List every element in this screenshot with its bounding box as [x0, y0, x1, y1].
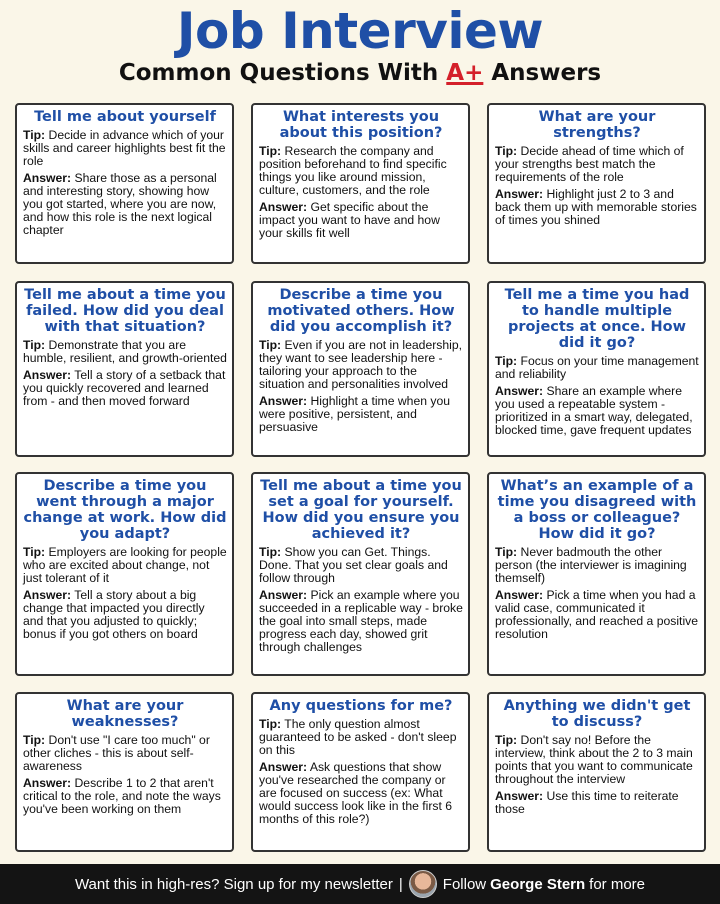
- question-card: [487, 281, 706, 457]
- question-card: [15, 281, 234, 457]
- tip-text: Tip: The only question almost guaranteed to be asked - don't sleep on this: [259, 717, 457, 757]
- question-heading: What are your weaknesses?: [66, 698, 184, 730]
- question-heading: Tell me a time you had to handle multiple projects at once. How did it go?: [504, 287, 690, 351]
- question-heading: Tell me about a time you set a goal for yourself. How did you ensure you achieved it?: [260, 478, 462, 542]
- answer-text: Answer: Share those as a personal and interesting story, showing how you got started, where you are now, and how this role is the next logical chapter: [23, 171, 217, 237]
- answer-text: Answer: Ask questions that show you've researched the company or are focused on success (ex: What would success look like in the first 6 months of this role?): [259, 760, 453, 826]
- question-heading: What interests you about this position?: [279, 109, 443, 141]
- footer-bar: [0, 864, 720, 904]
- question-card: [15, 472, 234, 676]
- question-heading: What are your strengths?: [538, 109, 656, 141]
- tip-text: Tip: Don't use "I care too much" or other cliches - this is about self-awareness: [23, 733, 210, 773]
- answer-text: Answer: Tell a story of a setback that you quickly recovered and learned from - and then moved forward: [23, 368, 226, 408]
- tip-text: Tip: Focus on your time management and reliability: [495, 354, 699, 381]
- question-heading: Describe a time you motivated others. How did you accomplish it?: [267, 287, 455, 335]
- answer-text: Answer: Describe 1 to 2 that aren't critical to the role, and note the ways you've been working on them: [23, 776, 221, 816]
- tip-text: Tip: Even if you are not in leadership, they want to see leadership here - tailoring your approach to the situation and personalities involved: [259, 338, 463, 391]
- answer-text: Answer: Highlight a time when you were positive, persistent, and persuasive: [259, 394, 451, 434]
- question-card: [251, 472, 470, 676]
- subtitle-pre: Common Questions With: [118, 60, 447, 86]
- answer-text: Answer: Pick an example where you succeeded in a replicable way - broke the goal into small steps, made progress each day, showed grit through challenges: [259, 588, 463, 654]
- tip-text: Tip: Research the company and position beforehand to find specific things you like around mission, culture, customers, and the role: [259, 144, 447, 197]
- question-heading: Describe a time you went through a major change at work. How did you adapt?: [23, 478, 227, 542]
- tip-text: Tip: Employers are looking for people who are excited about change, not just tolerant of it: [23, 545, 227, 585]
- question-card: [487, 103, 706, 264]
- answer-text: Answer: Use this time to reiterate those: [495, 789, 679, 816]
- tip-text: Tip: Never badmouth the other person (the interviewer is imagining themself): [495, 545, 687, 585]
- author-avatar: [409, 870, 437, 898]
- question-card: [251, 103, 470, 264]
- subtitle-grade: A+: [446, 60, 484, 86]
- question-card: [251, 281, 470, 457]
- question-card: [251, 692, 470, 852]
- newsletter-link[interactable]: Want this in high-res? Sign up for my newsletter: [74, 875, 393, 893]
- question-card: [15, 103, 234, 264]
- question-heading: Anything we didn't get to discuss?: [503, 698, 691, 730]
- answer-text: Answer: Pick a time when you had a valid case, communicated it professionally, and reached a positive resolution: [495, 588, 699, 641]
- question-heading: Any questions for me?: [269, 698, 453, 714]
- question-heading: Tell me about a time you failed. How did you deal with that situation?: [24, 287, 226, 335]
- answer-text: Answer: Share an example where you used a repeatable system - prioritized in a smart way, delegated, blocked time, gave frequent updates: [495, 384, 693, 437]
- question-card: [487, 472, 706, 676]
- question-card: [15, 692, 234, 852]
- answer-text: Answer: Highlight just 2 to 3 and back them up with memorable stories of times you shined: [495, 187, 697, 227]
- footer-separator: |: [398, 875, 403, 893]
- more-text: for more: [589, 875, 646, 893]
- answer-text: Answer: Get specific about the impact you want to have and how your skills fit well: [259, 200, 440, 240]
- page-subtitle: [0, 58, 720, 88]
- tip-text: Tip: Don't say no! Before the interview, think about the 2 to 3 main points that you want to communicate throughout the interview: [495, 733, 693, 786]
- tip-text: Tip: Demonstrate that you are humble, resilient, and growth-oriented: [23, 338, 227, 365]
- question-heading: What’s an example of a time you disagreed with a boss or colleague? How did it go?: [497, 478, 697, 542]
- follow-text: Follow: [442, 875, 487, 893]
- question-card: [487, 692, 706, 852]
- question-heading: Tell me about yourself: [34, 109, 216, 125]
- tip-text: Tip: Decide ahead of time which of your strengths best match the requirements of the role: [495, 144, 684, 184]
- answer-text: Answer: Tell a story about a big change that impacted you directly and that you adjusted to quickly; bonus if you got others on board: [23, 588, 205, 641]
- subtitle-post: Answers: [483, 60, 602, 86]
- author-name[interactable]: George Stern: [490, 875, 586, 893]
- page-title: Job Interview: [176, 2, 544, 60]
- tip-text: Tip: Decide in advance which of your skills and career highlights best fit the role: [23, 128, 226, 168]
- tip-text: Tip: Show you can Get. Things. Done. That you set clear goals and follow through: [259, 545, 448, 585]
